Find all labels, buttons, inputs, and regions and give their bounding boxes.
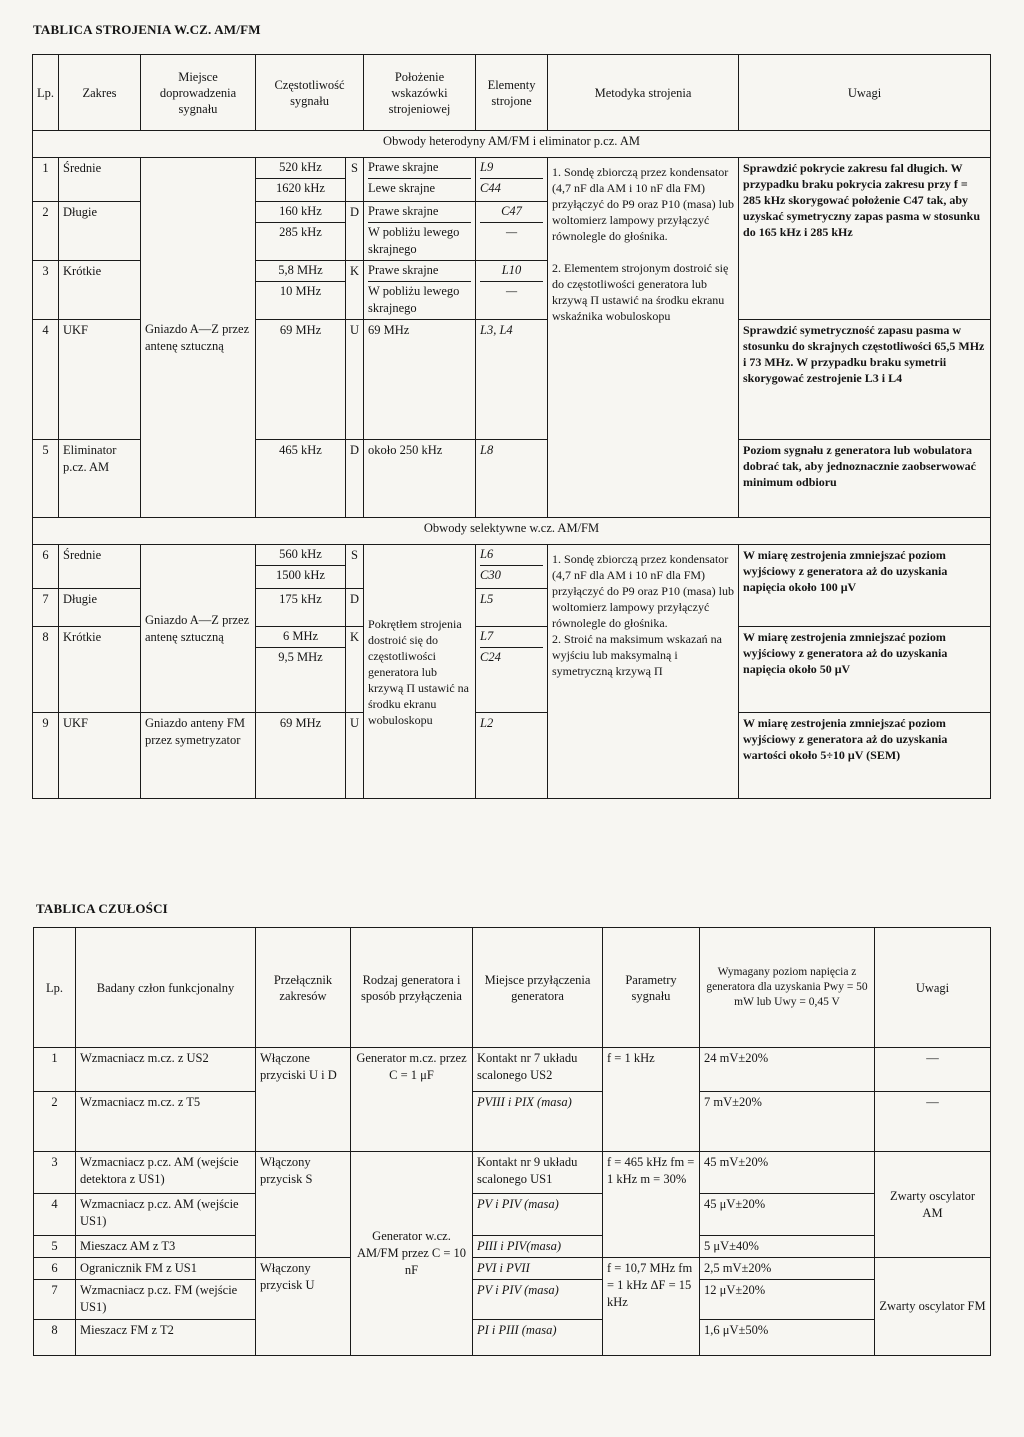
cell-pos: około 250 kHz [364, 440, 476, 518]
cell-uwagi: W miarę zestrojenia zmniejszać poziom wyjściowy z generatora aż do uzyskania wartości około 5÷10 μV (SEM) [739, 713, 991, 799]
cell-lp: 6 [34, 1258, 76, 1280]
table-row [34, 1048, 991, 1092]
cell-czlon: Wzmacniacz m.cz. z US2 [76, 1048, 256, 1092]
cell-miejsce: Gniazdo A—Z przez antenę sztuczną [141, 158, 256, 518]
cell-zakres: Eliminator p.cz. AM [59, 440, 141, 518]
cell-lp: 9 [33, 713, 59, 799]
cell-miejsce: PV i PIV (masa) [473, 1280, 603, 1320]
cell-freq: 1620 kHz [276, 181, 325, 195]
cell-freq: 465 kHz [256, 440, 346, 518]
tuning-table-title: TABLICA STROJENIA W.CZ. AM/FM [33, 22, 261, 37]
header-miejsce: Miejsce przyłączenia generatora [473, 928, 603, 1048]
cell-czlon: Wzmacniacz p.cz. FM (wejście US1) [76, 1280, 256, 1320]
sensitivity-table [33, 927, 991, 1356]
cell-pos: W pobliżu lewego skrajnego [368, 284, 460, 315]
cell-elem: L2 [476, 713, 548, 799]
header-czlon: Badany człon funkcjonalny [76, 928, 256, 1048]
cell-freq: 285 kHz [279, 225, 322, 239]
cell-lp: 3 [34, 1152, 76, 1194]
cell-poziom: 1,6 μV±50% [700, 1320, 875, 1356]
cell-lp: 1 [33, 158, 59, 202]
cell-lp: 6 [33, 545, 59, 589]
section-heading: Obwody selektywne w.cz. AM/FM [33, 518, 991, 545]
cell-miejsce: PVI i PVII [473, 1258, 603, 1280]
cell-elem: L10 [480, 261, 543, 282]
cell-miejsce: PVIII i PIX (masa) [473, 1092, 603, 1152]
header-miejsce: Miejsce doprowadzenia sygnału [141, 55, 256, 131]
table-row [33, 713, 991, 799]
cell-elem: L3, L4 [476, 320, 548, 440]
cell-freq: 9,5 MHz [278, 650, 323, 664]
cell-lp: 7 [34, 1280, 76, 1320]
cell-zakres: UKF [59, 320, 141, 440]
cell-poziom: 45 mV±20% [700, 1152, 875, 1194]
cell-zakres: Długie [59, 202, 141, 261]
cell-uwagi: Sprawdzić symetryczność zapasu pasma w stosunku do skrajnych częstotliwości 65,5 MHz i 73 MHz. W przypadku braku symetrii skorygować zestrojenie L3 i L4 [739, 320, 991, 440]
cell-elem: — [505, 225, 518, 239]
cell-freq: 69 MHz [256, 320, 346, 440]
header-czestotliwosc: Częstotliwość sygnału [256, 55, 364, 131]
cell-miejsce: Kontakt nr 7 układu scalonego US2 [473, 1048, 603, 1092]
cell-poziom: 2,5 mV±20% [700, 1258, 875, 1280]
cell-freq: 1500 kHz [276, 568, 325, 582]
cell-freq: 520 kHz [256, 158, 345, 179]
cell-freq: 160 kHz [256, 202, 345, 223]
cell-elem: L9 [480, 158, 543, 179]
cell-miejsce: PI i PIII (masa) [473, 1320, 603, 1356]
sensitivity-table-title: TABLICA CZUŁOŚCI [36, 901, 168, 916]
cell-elem: L7 [480, 627, 543, 648]
cell-zakres: Krótkie [59, 627, 141, 713]
cell-pos: Prawe skrajne [368, 202, 471, 223]
table-row [34, 1258, 991, 1280]
cell-elem: C24 [480, 650, 501, 664]
header-lp: Lp. [34, 928, 76, 1048]
cell-pos: Pokrętłem strojenia dostroić się do częstotliwości generatora lub krzywą Π ustawić na środku ekranu wobuloskopu [364, 545, 476, 799]
cell-czlon: Mieszacz AM z T3 [76, 1236, 256, 1258]
header-poziom: Wymagany poziom napięcia z generatora dla uzyskania Pwy = 50 mW lub Uwy = 0,45 V [700, 928, 875, 1048]
cell-zakres: Długie [59, 589, 141, 627]
cell-freq: 5,8 MHz [256, 261, 345, 282]
cell-letter: S [346, 158, 364, 202]
cell-pos: Prawe skrajne [368, 158, 471, 179]
header-elementy: Elementy strojone [476, 55, 548, 131]
cell-metoda: 1. Sondę zbiorczą przez kondensator (4,7 nF dla AM i 10 nF dla FM) przyłączyć do P9 oraz P10 (masa) lub woltomierz lampowy przyłączyć równolegle do głośnika. [552, 552, 734, 630]
cell-elem: L6 [480, 545, 543, 566]
table-row [34, 1280, 991, 1320]
cell-lp: 2 [33, 202, 59, 261]
cell-czlon: Wzmacniacz p.cz. AM (wejście US1) [76, 1194, 256, 1236]
cell-parametry: f = 465 kHz fm = 1 kHz m = 30% [603, 1152, 700, 1258]
cell-elem: C44 [480, 181, 501, 195]
cell-lp: 5 [33, 440, 59, 518]
header-generator: Rodzaj generatora i sposób przyłączenia [351, 928, 473, 1048]
cell-letter: U [346, 713, 364, 799]
cell-przelacznik: Włączony przycisk S [256, 1152, 351, 1258]
cell-miejsce: Kontakt nr 9 układu scalonego US1 [473, 1152, 603, 1194]
cell-pos: 69 MHz [364, 320, 476, 440]
cell-lp: 8 [33, 627, 59, 713]
cell-generator: Generator m.cz. przez C = 1 μF [351, 1048, 473, 1152]
cell-przelacznik: Włączone przyciski U i D [256, 1048, 351, 1152]
cell-metoda: 2. Stroić na maksimum wskazań na wyjściu lub maksymalną i symetryczną krzywą Π [552, 632, 722, 678]
cell-letter: D [346, 589, 364, 627]
cell-przelacznik: Włączony przycisk U [256, 1258, 351, 1356]
cell-uwagi: Sprawdzić pokrycie zakresu fal długich. W przypadku braku pokrycia zakresu przy f = 285 kHz skorygować położenie C47 tak, aby uzyskać symetryczny zapas pasma w stosunku do 165 kHz i 285 kHz [739, 158, 991, 320]
cell-letter: S [346, 545, 364, 589]
cell-generator: Generator w.cz. AM/FM przez C = 10 nF [351, 1152, 473, 1356]
cell-metoda: 1. Sondę zbiorczą przez kondensator (4,7 nF dla AM i 10 nF dla FM) przyłączyć do P9 oraz P10 (masa) lub woltomierz lampowy przyłączyć równolegle do głośnika. [552, 165, 734, 243]
table-row [34, 1320, 991, 1356]
cell-miejsce: Gniazdo A—Z przez antenę sztuczną [141, 545, 256, 713]
cell-czlon: Wzmacniacz p.cz. AM (wejście detektora z US1) [76, 1152, 256, 1194]
cell-zakres: UKF [59, 713, 141, 799]
cell-parametry: f = 10,7 MHz fm = 1 kHz ΔF = 15 kHz [603, 1258, 700, 1356]
cell-elem: — [505, 284, 518, 298]
cell-czlon: Mieszacz FM z T2 [76, 1320, 256, 1356]
cell-uwagi: W miarę zestrojenia zmniejszać poziom wyjściowy z generatora aż do uzyskania napięcia około 50 μV [739, 627, 991, 713]
cell-elem: L8 [476, 440, 548, 518]
header-lp: Lp. [33, 55, 59, 131]
table-row [34, 1236, 991, 1258]
cell-lp: 8 [34, 1320, 76, 1356]
table-row [34, 1194, 991, 1236]
cell-lp: 3 [33, 261, 59, 320]
cell-lp: 2 [34, 1092, 76, 1152]
cell-freq: 69 MHz [256, 713, 346, 799]
cell-uwagi: Poziom sygnału z generatora lub wobulatora dobrać tak, aby jednoznacznie zaobserwować minimum odbioru [739, 440, 991, 518]
cell-lp: 1 [34, 1048, 76, 1092]
header-polozenie: Położenie wskazówki strojeniowej [364, 55, 476, 131]
cell-elem: C47 [480, 202, 543, 223]
header-uwagi: Uwagi [739, 55, 991, 131]
cell-uwagi: — [875, 1092, 991, 1152]
tuning-table [32, 54, 991, 799]
cell-elem: C30 [480, 568, 501, 582]
cell-letter: K [346, 627, 364, 713]
table-row [33, 158, 991, 202]
table-row [34, 1152, 991, 1194]
cell-lp: 4 [34, 1194, 76, 1236]
cell-lp: 7 [33, 589, 59, 627]
header-uwagi: Uwagi [875, 928, 991, 1048]
cell-letter: D [346, 202, 364, 261]
cell-letter: K [346, 261, 364, 320]
cell-uwagi: — [875, 1048, 991, 1092]
cell-miejsce: PV i PIV (masa) [473, 1194, 603, 1236]
cell-lp: 5 [34, 1236, 76, 1258]
cell-parametry: f = 1 kHz [603, 1048, 700, 1152]
cell-czlon: Ogranicznik FM z US1 [76, 1258, 256, 1280]
cell-pos: Lewe skrajne [368, 181, 435, 195]
header-zakres: Zakres [59, 55, 141, 131]
cell-zakres: Krótkie [59, 261, 141, 320]
cell-uwagi: W miarę zestrojenia zmniejszać poziom wyjściowy z generatora aż do uzyskania napięcia około 100 μV [739, 545, 991, 627]
cell-uwagi: Zwarty oscylator AM [875, 1152, 991, 1258]
cell-freq: 175 kHz [256, 589, 346, 627]
cell-zakres: Średnie [59, 545, 141, 589]
cell-pos: W pobliżu lewego skrajnego [368, 225, 460, 256]
cell-metoda: 2. Elementem strojonym dostroić się do częstotliwości generatora lub krzywą Π ustawić na środku ekranu wskaźnika wobuloskopu [552, 261, 729, 323]
cell-elem: L5 [476, 589, 548, 627]
cell-freq: 560 kHz [256, 545, 345, 566]
cell-poziom: 7 mV±20% [700, 1092, 875, 1152]
cell-letter: D [346, 440, 364, 518]
table-row [33, 545, 991, 589]
cell-uwagi: Zwarty oscylator FM [875, 1258, 991, 1356]
cell-miejsce: Gniazdo anteny FM przez symetryzator [141, 713, 256, 799]
cell-poziom: 5 μV±40% [700, 1236, 875, 1258]
cell-freq: 10 MHz [279, 284, 322, 298]
cell-pos: Prawe skrajne [368, 261, 471, 282]
cell-czlon: Wzmacniacz m.cz. z T5 [76, 1092, 256, 1152]
table-row [34, 1092, 991, 1152]
header-przelacznik: Przełącznik zakresów [256, 928, 351, 1048]
cell-lp: 4 [33, 320, 59, 440]
cell-miejsce: PIII i PIV(masa) [473, 1236, 603, 1258]
cell-poziom: 12 μV±20% [700, 1280, 875, 1320]
header-metodyka: Metodyka strojenia [548, 55, 739, 131]
section-heading: Obwody heterodyny AM/FM i eliminator p.cz. AM [33, 131, 991, 158]
cell-freq: 6 MHz [256, 627, 345, 648]
cell-letter: U [346, 320, 364, 440]
cell-poziom: 24 mV±20% [700, 1048, 875, 1092]
cell-poziom: 45 μV±20% [700, 1194, 875, 1236]
cell-zakres: Średnie [59, 158, 141, 202]
header-parametry: Parametry sygnału [603, 928, 700, 1048]
